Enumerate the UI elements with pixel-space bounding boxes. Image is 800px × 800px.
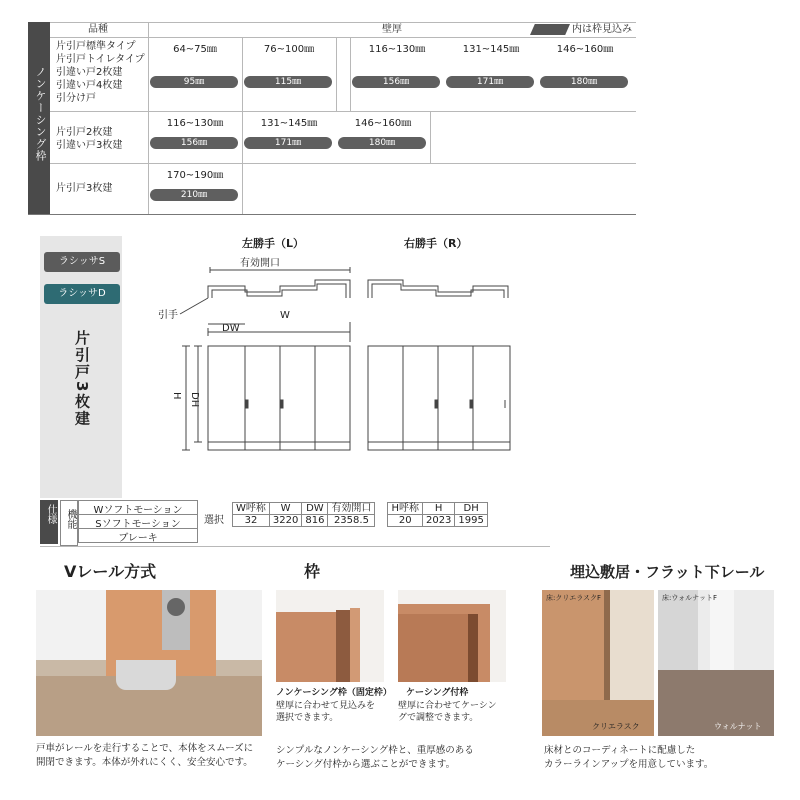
walnut-floor-photo [658,590,774,736]
rail-label-1: クリエラスク [592,722,640,731]
frame-desc: シンプルなノンケーシング枠と、重厚感のある ケーシング付枠から選ぶことができます。 [276,745,474,770]
noncasing-side-label: ノンケーシング枠 [28,22,50,214]
spec-function-rows: Wソフトモーション Sソフトモーション ブレーキ [78,500,198,543]
rail-title: 埋込敷居・フラット下レール [570,563,765,581]
rail-desc: 床材とのコーディネートに配慮した カラーラインアップを用意しています。 [544,745,714,770]
range: 116~130㎜ [166,118,224,129]
v-rail-title: Vレール方式 [64,562,157,581]
v-rail-photo [36,590,262,736]
left-hand-title: 左勝手（L） [242,237,305,250]
depth-pill: 95㎜ [150,76,238,88]
header-type: 品種 [88,24,108,35]
spec-group-label: 機能 [60,500,78,546]
dw-label: DW [222,323,240,334]
right-hand-title: 右勝手（R） [404,237,468,250]
depth-pill: 180㎜ [540,76,628,88]
badge-lasissa-s: ラシッサS [44,252,120,272]
depth-pill: 156㎜ [150,137,238,149]
range: 170~190㎜ [166,170,224,181]
range: 146~160㎜ [556,44,614,55]
casing-label: ケーシング付枠 [406,688,469,698]
depth-pill: 171㎜ [446,76,534,88]
handle-label: 引手 [158,310,178,321]
badge-lasissa-d: ラシッサD [44,284,120,304]
product-name: 片引戸3枚建 [73,330,91,428]
noncasing-frame-photo [276,590,384,682]
w-label: W [280,310,290,321]
range: 131~145㎜ [462,44,520,55]
dh-label: DH [189,392,200,408]
range: 116~130㎜ [368,44,426,55]
floor2-label: 床:ウォルナットF [662,594,717,602]
cleaslask-floor-photo [542,590,654,736]
rail-label-2: ウォルナット [714,722,762,731]
h-label: H [171,392,182,400]
depth-pill: 210㎜ [150,189,238,201]
depth-pill: 156㎜ [352,76,440,88]
noncasing-desc: 壁厚に合わせて見込みを 選択できます。 [276,701,376,723]
opening-label: 有効開口 [240,258,280,269]
type-list-1: 片引戸標準タイプ 片引戸トイレタイプ 引違い戸2枚建 引違い戸4枚建 引分け戸 [56,41,145,104]
spec-select: 選択 [204,515,224,526]
divider [40,546,550,547]
depth-pill: 171㎜ [244,137,332,149]
type-list-3: 片引戸3枚建 [56,183,113,194]
range: 131~145㎜ [260,118,318,129]
door-drawing [150,250,530,460]
casing-desc: 壁厚に合わせてケーシン グで調整できます。 [398,701,497,723]
casing-frame-photo [398,590,506,682]
range: 76~100㎜ [263,44,315,55]
spec-side-bar: 仕様 [40,500,58,544]
legend-pill [530,24,570,35]
noncasing-label: ノンケーシング枠（固定枠） [276,688,392,698]
legend-text: 内は枠見込み [572,24,632,35]
header-wall-thickness: 壁厚 [382,24,402,35]
range: 146~160㎜ [354,118,412,129]
range: 64~75㎜ [173,44,217,55]
type-list-2: 片引戸2枚建 引違い戸3枚建 [56,127,123,151]
spec-table: W呼称 W DW 有効開口 H呼称 H DH 32 3220 816 2358.5 20 2023 1995 [232,502,488,527]
frame-title: 枠 [304,562,321,581]
depth-pill: 180㎜ [338,137,426,149]
v-rail-desc: 戸車がレールを走行することで、本体をスムーズに 開閉できます。本体が外れにくく、安全安心です。 [36,743,254,768]
floor1-label: 床:クリエラスクF [546,594,602,602]
depth-pill: 115㎜ [244,76,332,88]
